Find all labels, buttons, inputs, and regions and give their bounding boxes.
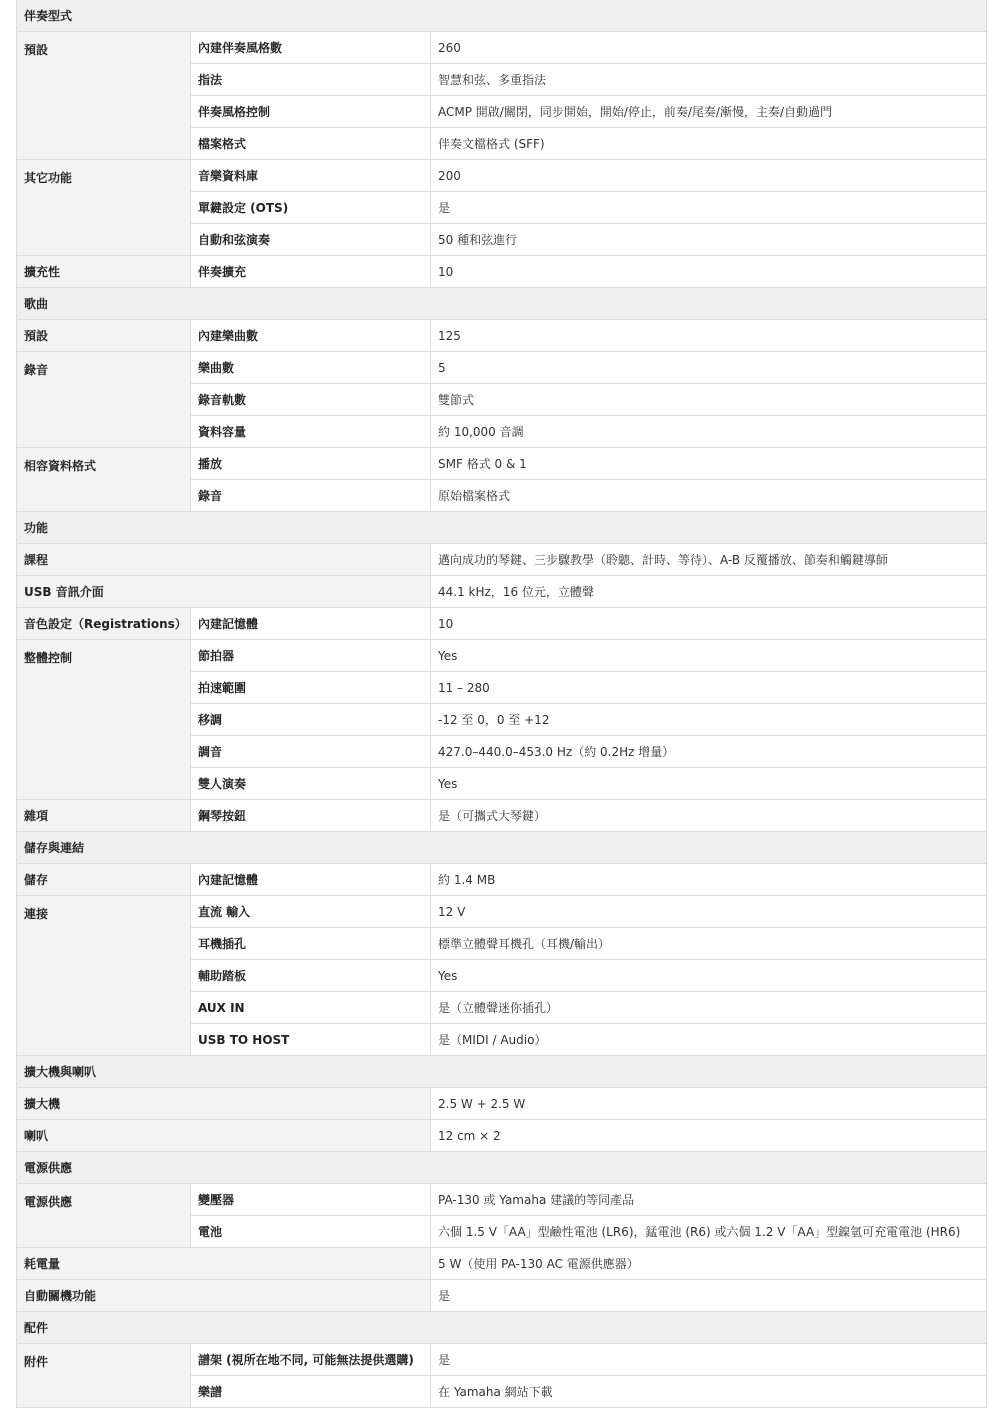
section-title: 擴大機與喇叭 <box>17 1056 987 1088</box>
spec-value: Yes <box>431 960 987 992</box>
spec-category: 錄音 <box>17 352 191 448</box>
spec-label: 拍速範圍 <box>191 672 431 704</box>
spec-value: 260 <box>431 32 987 64</box>
spec-category: 喇叭 <box>17 1120 431 1152</box>
section-header-row <box>17 1152 987 1184</box>
spec-value: 427.0–440.0–453.0 Hz（約 0.2Hz 增量） <box>431 736 987 768</box>
spec-row <box>17 256 987 288</box>
spec-value: 約 1.4 MB <box>431 864 987 896</box>
spec-row <box>17 448 987 480</box>
spec-value: 雙節式 <box>431 384 987 416</box>
spec-value: 10 <box>431 608 987 640</box>
spec-table-body <box>17 0 987 1408</box>
spec-value: 約 10,000 音調 <box>431 416 987 448</box>
spec-row <box>17 1088 987 1120</box>
spec-value: PA-130 或 Yamaha 建議的等同產品 <box>431 1184 987 1216</box>
spec-category: 附件 <box>17 1344 191 1408</box>
spec-label: 移調 <box>191 704 431 736</box>
spec-label: 單鍵設定 (OTS) <box>191 192 431 224</box>
spec-category: 擴大機 <box>17 1088 431 1120</box>
spec-row <box>17 1280 987 1312</box>
spec-value: 125 <box>431 320 987 352</box>
spec-value: 12 V <box>431 896 987 928</box>
spec-label: 耳機插孔 <box>191 928 431 960</box>
spec-label: 伴奏擴充 <box>191 256 431 288</box>
section-title: 儲存與連結 <box>17 832 987 864</box>
section-title: 電源供應 <box>17 1152 987 1184</box>
spec-row <box>17 800 987 832</box>
section-header-row <box>17 1056 987 1088</box>
spec-label: 指法 <box>191 64 431 96</box>
spec-value: 邁向成功的琴鍵、三步驟教學（聆聽、計時、等待）、A-B 反覆播放、節奏和觸鍵導師 <box>431 544 987 576</box>
spec-row <box>17 1120 987 1152</box>
spec-category: 其它功能 <box>17 160 191 256</box>
spec-value: 伴奏文檔格式 (SFF) <box>431 128 987 160</box>
spec-label: 雙人演奏 <box>191 768 431 800</box>
section-header-row <box>17 0 987 32</box>
spec-label: 變壓器 <box>191 1184 431 1216</box>
spec-value: 2.5 W + 2.5 W <box>431 1088 987 1120</box>
spec-row <box>17 1344 987 1376</box>
section-header-row <box>17 832 987 864</box>
spec-value: 5 <box>431 352 987 384</box>
spec-category: 擴充性 <box>17 256 191 288</box>
spec-label: 內建記憶體 <box>191 864 431 896</box>
section-title: 配件 <box>17 1312 987 1344</box>
spec-label: 自動和弦演奏 <box>191 224 431 256</box>
section-title: 歌曲 <box>17 288 987 320</box>
spec-value: ACMP 開啟/關閉，同步開始，開始/停止，前奏/尾奏/漸慢，主奏/自動過門 <box>431 96 987 128</box>
spec-label: 伴奏風格控制 <box>191 96 431 128</box>
spec-value: 是 <box>431 1344 987 1376</box>
spec-label: 譜架 (視所在地不同, 可能無法提供選購) <box>191 1344 431 1376</box>
spec-category: 儲存 <box>17 864 191 896</box>
spec-label: 錄音軌數 <box>191 384 431 416</box>
spec-value: 是 <box>431 192 987 224</box>
spec-label: 播放 <box>191 448 431 480</box>
spec-label: 檔案格式 <box>191 128 431 160</box>
spec-label: 輔助踏板 <box>191 960 431 992</box>
spec-value: 是 <box>431 1280 987 1312</box>
spec-row <box>17 352 987 384</box>
spec-category: USB 音訊介面 <box>17 576 431 608</box>
spec-label: 調音 <box>191 736 431 768</box>
spec-value: 5 W（使用 PA-130 AC 電源供應器） <box>431 1248 987 1280</box>
section-title: 功能 <box>17 512 987 544</box>
spec-value: 六個 1.5 V「AA」型鹼性電池 (LR6)，錳電池 (R6) 或六個 1.2 V「AA」型鎳氫可充電電池 (HR6) <box>431 1216 987 1248</box>
spec-row <box>17 576 987 608</box>
spec-category: 相容資料格式 <box>17 448 191 512</box>
spec-category: 課程 <box>17 544 431 576</box>
spec-table <box>16 0 987 1408</box>
spec-row <box>17 608 987 640</box>
spec-category: 耗電量 <box>17 1248 431 1280</box>
spec-value: 50 種和弦進行 <box>431 224 987 256</box>
section-title: 伴奏型式 <box>17 0 987 32</box>
spec-label: 節拍器 <box>191 640 431 672</box>
spec-value: 44.1 kHz，16 位元，立體聲 <box>431 576 987 608</box>
spec-label: 內建樂曲數 <box>191 320 431 352</box>
spec-label: 樂曲數 <box>191 352 431 384</box>
spec-value: 在 Yamaha 網站下載 <box>431 1376 987 1408</box>
spec-value: 原始檔案格式 <box>431 480 987 512</box>
spec-label: 內建伴奏風格數 <box>191 32 431 64</box>
spec-row <box>17 544 987 576</box>
spec-category: 電源供應 <box>17 1184 191 1248</box>
spec-category: 自動關機功能 <box>17 1280 431 1312</box>
spec-value: -12 至 0，0 至 +12 <box>431 704 987 736</box>
spec-row <box>17 32 987 64</box>
spec-label: 電池 <box>191 1216 431 1248</box>
spec-value: SMF 格式 0 & 1 <box>431 448 987 480</box>
spec-label: 樂譜 <box>191 1376 431 1408</box>
spec-label: 資料容量 <box>191 416 431 448</box>
spec-value: 10 <box>431 256 987 288</box>
spec-category: 音色設定（Registrations） <box>17 608 191 640</box>
spec-row <box>17 864 987 896</box>
spec-label: AUX IN <box>191 992 431 1024</box>
spec-label: USB TO HOST <box>191 1024 431 1056</box>
spec-value: 是（可攜式大琴鍵） <box>431 800 987 832</box>
section-header-row <box>17 512 987 544</box>
spec-category: 連接 <box>17 896 191 1056</box>
spec-value: 是（MIDI / Audio） <box>431 1024 987 1056</box>
spec-row <box>17 320 987 352</box>
spec-label: 錄音 <box>191 480 431 512</box>
spec-category: 預設 <box>17 32 191 160</box>
spec-value: Yes <box>431 640 987 672</box>
spec-label: 直流 輸入 <box>191 896 431 928</box>
spec-row <box>17 896 987 928</box>
spec-value: 是（立體聲迷你插孔） <box>431 992 987 1024</box>
spec-value: 12 cm × 2 <box>431 1120 987 1152</box>
spec-category: 整體控制 <box>17 640 191 800</box>
spec-category: 雜項 <box>17 800 191 832</box>
spec-row <box>17 1248 987 1280</box>
spec-value: 11 – 280 <box>431 672 987 704</box>
spec-label: 音樂資料庫 <box>191 160 431 192</box>
spec-value: Yes <box>431 768 987 800</box>
spec-row <box>17 160 987 192</box>
spec-value: 標準立體聲耳機孔（耳機/輸出） <box>431 928 987 960</box>
section-header-row <box>17 1312 987 1344</box>
spec-label: 內建記憶體 <box>191 608 431 640</box>
spec-row <box>17 640 987 672</box>
section-header-row <box>17 288 987 320</box>
spec-category: 預設 <box>17 320 191 352</box>
spec-value: 200 <box>431 160 987 192</box>
spec-row <box>17 1184 987 1216</box>
spec-value: 智慧和弦、多重指法 <box>431 64 987 96</box>
spec-label: 鋼琴按鈕 <box>191 800 431 832</box>
spec-table-container <box>16 0 986 1408</box>
